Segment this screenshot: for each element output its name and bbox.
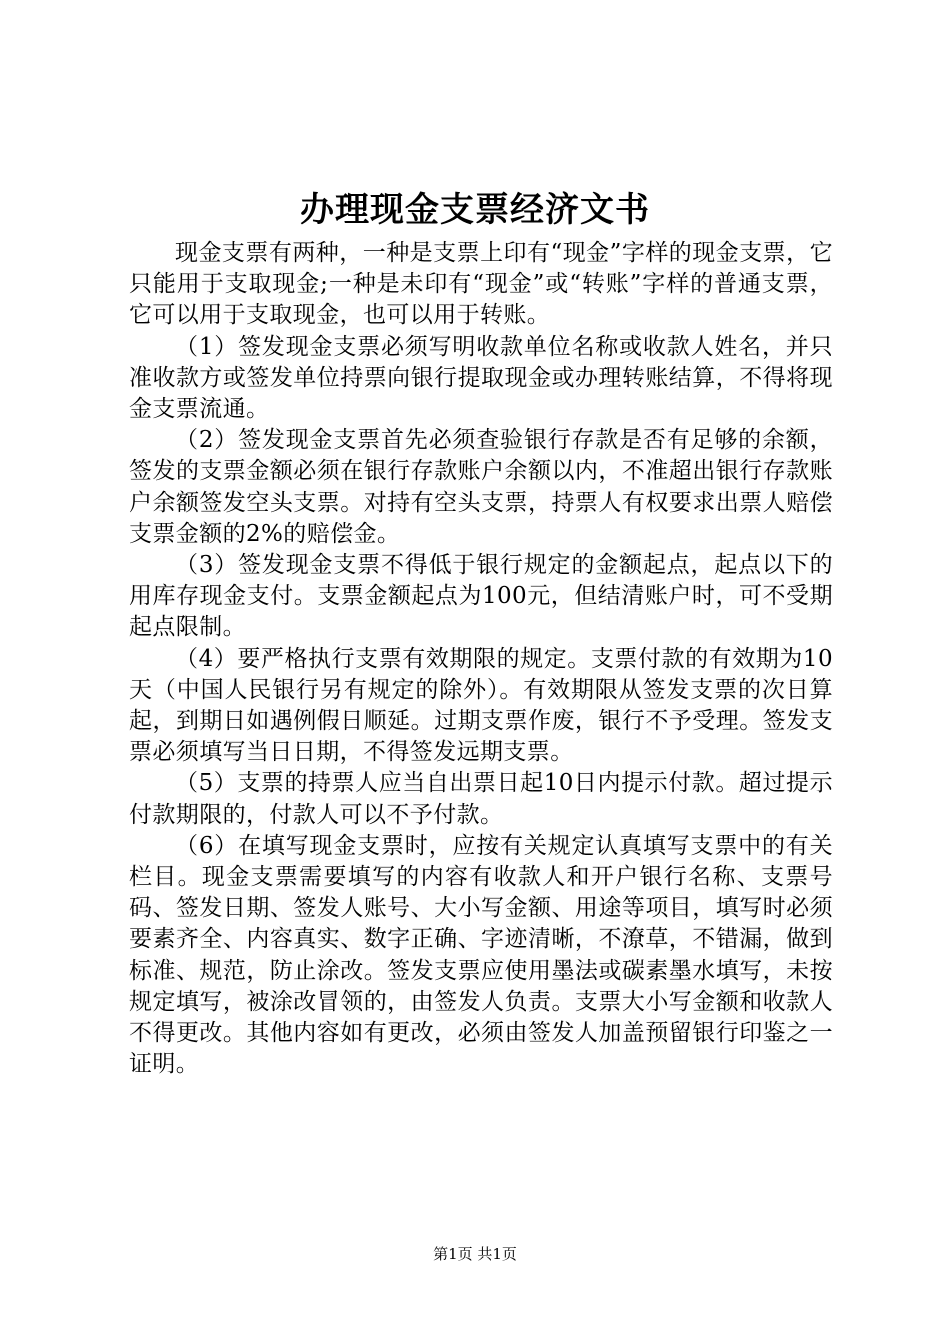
page-footer: 第1页 共1页 [433, 1245, 517, 1263]
paragraph-intro: 现金支票有两种，一种是支票上印有“现金”字样的现金支票，它只能用于支取现金;一种是未印有“现金”或“转账”字样的普通支票，它可以用于支取现金，也可以用于转账。 [129, 240, 833, 329]
paragraph-4: （4）要严格执行支票有效期限的规定。支票付款的有效期为10天（中国人民银行另有规定的除外）。有效期限从签发支票的次日算起，到期日如遇例假日顺延。过期支票作废，银行不予受理。签发支票必须填写当日日期，不得签发远期支票。 [129, 645, 833, 766]
document-body [129, 238, 833, 1080]
paragraph-1: （1）签发现金支票必须写明收款单位名称或收款人姓名，并只准收款方或签发单位持票向银行提取现金或办理转账结算，不得将现金支票流通。 [129, 333, 833, 423]
paragraph-3: （3）签发现金支票不得低于银行规定的金额起点，起点以下的用库存现金支付。支票金额起点为100元，但结清账户时，可不受期起点限制。 [129, 552, 833, 641]
paragraph-2: （2）签发现金支票首先必须查验银行存款是否有足够的余额，签发的支票金额必须在银行存款账户余额以内，不准超出银行存款账户余额签发空头支票。对持有空头支票，持票人有权要求出票人赔偿支票金额的2%的赔偿金。 [129, 427, 833, 547]
paragraph-6: （6）在填写现金支票时，应按有关规定认真填写支票中的有关栏目。现金支票需要填写的内容有收款人和开户银行名称、支票号码、签发日期、签发人账号、大小写金额、用途等项目，填写时必须要素齐全、内容真实、数字正确、字迹清晰，不潦草，不错漏，做到标准、规范，防止涂改。签发支票应使用墨法或碳素墨水填写，未按规定填写，被涂改冒领的，由签发人负责。支票大小写金额和收款人不得更改。其他内容如有更改，必须由签发人加盖预留银行印鉴之一证明。 [129, 832, 833, 1078]
paragraph-5: （5）支票的持票人应当自出票日起10日内提示付款。超过提示付款期限的，付款人可以不予付款。 [129, 770, 833, 828]
document-title: 办理现金支票经济文书 [300, 190, 650, 230]
